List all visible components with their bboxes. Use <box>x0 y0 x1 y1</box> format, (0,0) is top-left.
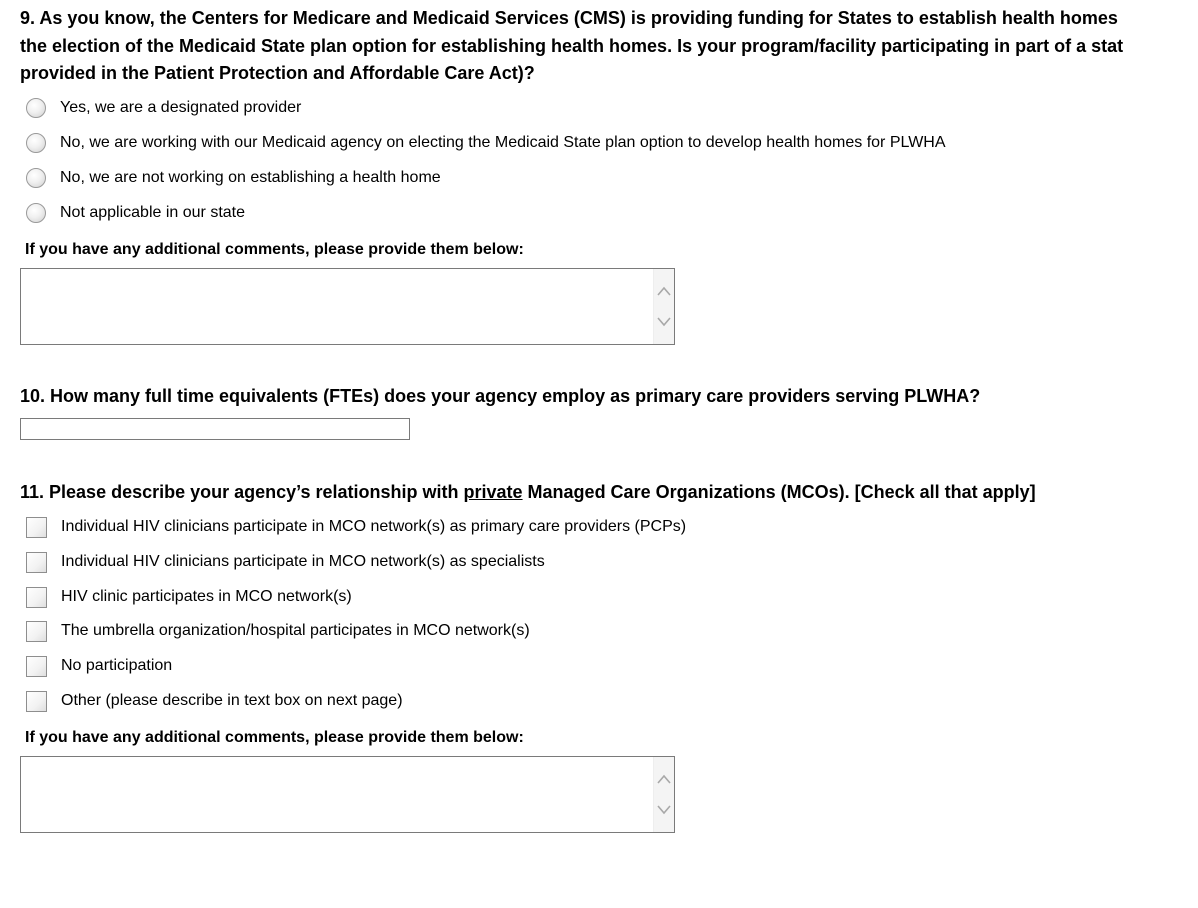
q11-option-label: Individual HIV clinicians participate in MCO network(s) as primary care providers (PCPs) <box>61 518 687 535</box>
q9-comments-label: If you have any additional comments, please provide them below: <box>25 241 524 258</box>
q9-option-label: Yes, we are a designated provider <box>60 99 302 116</box>
q11-checkbox-other[interactable] <box>26 691 47 712</box>
q11-checkbox-clinicians-pcps[interactable] <box>26 517 47 538</box>
chevron-down-icon[interactable] <box>657 802 671 816</box>
q9-option-not-applicable[interactable] <box>26 200 245 226</box>
q11-checkbox-no-participation[interactable] <box>26 656 47 677</box>
q9-question-line-2: the election of the Medicaid State plan option for establishing health homes. Is your program/facility participating in part of a stat <box>20 35 1124 56</box>
q11-question-text-underlined: private <box>463 482 523 502</box>
chevron-down-icon[interactable] <box>657 314 671 328</box>
q10-fte-input[interactable] <box>20 418 410 440</box>
q11-option-clinicians-specialists[interactable] <box>26 549 545 575</box>
q11-option-hiv-clinic[interactable] <box>26 584 352 610</box>
q9-option-label: Not applicable in our state <box>60 204 245 221</box>
q11-question-text-start: 11. Please describe your agency’s relationship with <box>20 482 464 502</box>
q11-checkbox-umbrella-org[interactable] <box>26 621 47 642</box>
q11-question-text-end: Managed Care Organizations (MCOs). [Check all that apply] <box>522 482 1036 502</box>
q9-comments-scrollbar[interactable] <box>653 269 674 344</box>
q9-question-text <box>20 5 1123 88</box>
chevron-up-icon[interactable] <box>657 285 671 299</box>
q9-comments-box[interactable] <box>20 268 675 345</box>
q11-option-label: No participation <box>61 657 173 674</box>
q9-option-label: No, we are not working on establishing a health home <box>60 169 441 186</box>
q11-comments-label: If you have any additional comments, please provide them below: <box>25 729 524 746</box>
q11-option-no-participation[interactable] <box>26 653 172 679</box>
q9-radio-yes-designated[interactable] <box>26 98 46 118</box>
q11-option-label: Individual HIV clinicians participate in MCO network(s) as specialists <box>61 553 545 570</box>
q9-comments-textarea[interactable] <box>21 269 653 344</box>
q11-checkbox-hiv-clinic[interactable] <box>26 587 47 608</box>
q11-option-clinicians-pcps[interactable] <box>26 514 686 540</box>
q9-question-line-3: provided in the Patient Protection and Affordable Care Act)? <box>20 63 535 83</box>
q9-question-line-1: 9. As you know, the Centers for Medicare and Medicaid Services (CMS) is providing funding for States to establish health homes <box>20 8 1118 28</box>
q11-comments-scrollbar[interactable] <box>653 757 674 832</box>
q11-comments-box[interactable] <box>20 756 675 833</box>
q11-option-label: The umbrella organization/hospital participates in MCO network(s) <box>61 622 530 639</box>
q10-question-text: 10. How many full time equivalents (FTEs) does your agency employ as primary care providers serving PLWHA? <box>20 386 981 406</box>
q11-comments-textarea[interactable] <box>21 757 653 832</box>
q11-option-label: Other (please describe in text box on next page) <box>61 692 403 709</box>
q9-option-label: No, we are working with our Medicaid agency on electing the Medicaid State plan option to develop health homes for PLWHA <box>60 134 946 151</box>
q9-option-not-working[interactable] <box>26 165 441 191</box>
q9-option-working-with-medicaid[interactable] <box>26 130 946 156</box>
q11-option-umbrella-org[interactable] <box>26 618 530 644</box>
q11-option-label: HIV clinic participates in MCO network(s) <box>61 588 352 605</box>
q9-radio-not-working[interactable] <box>26 168 46 188</box>
q11-checkbox-clinicians-specialists[interactable] <box>26 552 47 573</box>
q9-radio-not-applicable[interactable] <box>26 203 46 223</box>
q9-radio-working-with-medicaid[interactable] <box>26 133 46 153</box>
q9-option-yes-designated[interactable] <box>26 95 301 121</box>
q11-question-text <box>20 479 1036 507</box>
chevron-up-icon[interactable] <box>657 773 671 787</box>
q11-option-other[interactable] <box>26 688 403 714</box>
